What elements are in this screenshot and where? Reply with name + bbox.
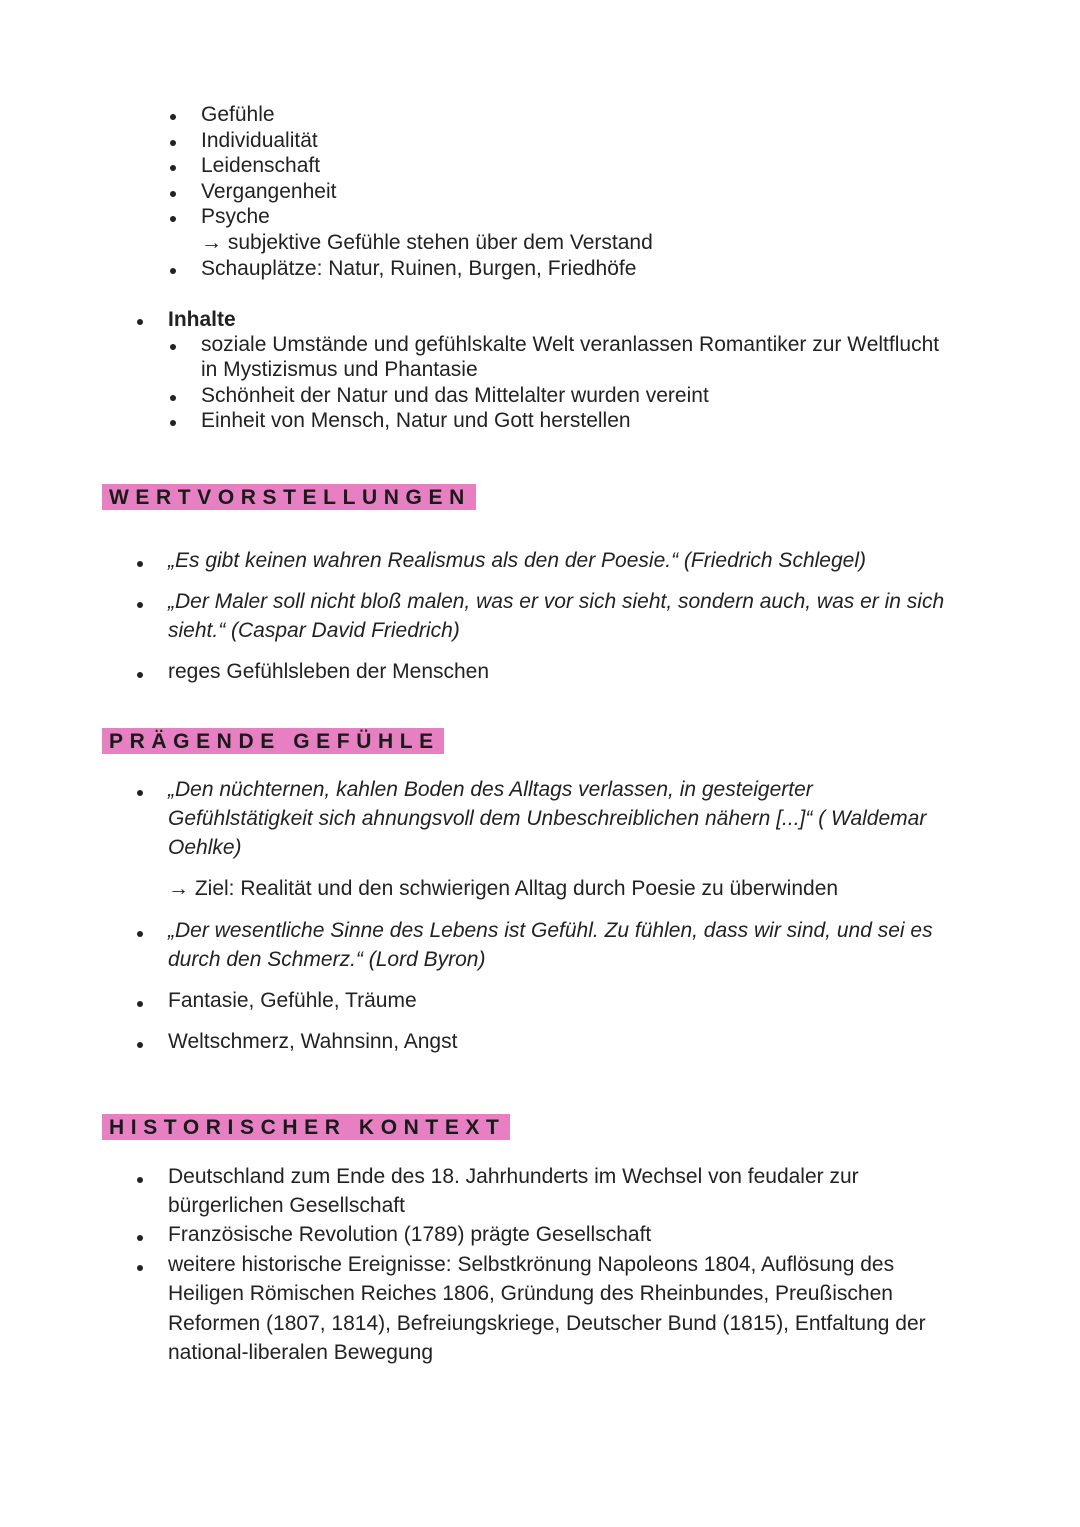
- bullet: [137, 931, 143, 937]
- bullet: [170, 140, 176, 146]
- list-item: Individualität: [201, 129, 318, 152]
- bullet: [170, 216, 176, 222]
- quote-byron: „Der wesentliche Sinne des Lebens ist Gefühl. Zu fühlen, dass wir sind, und sei es: [168, 919, 933, 942]
- section-heading-wertvorstellungen: WERTVORSTELLUNGEN: [102, 484, 476, 510]
- bullet: [137, 1265, 143, 1271]
- quote-schlegel: „Es gibt keinen wahren Realismus als den der Poesie.“ (Friedrich Schlegel): [168, 549, 866, 572]
- list-item: Leidenschaft: [201, 154, 321, 177]
- quote-byron-cont: durch den Schmerz.“ (Lord Byron): [168, 948, 486, 971]
- bullet: [137, 1177, 143, 1183]
- quote-oehlke-cont: Oehlke): [168, 836, 242, 859]
- list-item: Vergangenheit: [201, 180, 337, 203]
- list-item-continuation: bürgerlichen Gesellschaft: [168, 1194, 405, 1217]
- section-heading-praegende-gefuehle: PRÄGENDE GEFÜHLE: [102, 728, 444, 754]
- bullet: [137, 319, 143, 325]
- quote-friedrich-cont: sieht.“ (Caspar David Friedrich): [168, 619, 460, 642]
- bullet: [137, 1235, 143, 1241]
- goal-note: → Ziel: Realität und den schwierigen Alltag durch Poesie zu überwinden: [168, 877, 839, 900]
- list-item: weitere historische Ereignisse: Selbstkrönung Napoleons 1804, Auflösung des: [168, 1253, 895, 1276]
- list-item: Einheit von Mensch, Natur und Gott herstellen: [201, 409, 631, 432]
- list-item-continuation: Heiligen Römischen Reiches 1806, Gründung des Rheinbundes, Preußischen: [168, 1282, 893, 1305]
- bullet: [170, 395, 176, 401]
- list-item: Gefühle: [201, 103, 275, 126]
- list-item: Weltschmerz, Wahnsinn, Angst: [168, 1030, 458, 1053]
- list-item: Deutschland zum Ende des 18. Jahrhunderts im Wechsel von feudaler zur: [168, 1165, 859, 1188]
- list-item-continuation: in Mystizismus und Phantasie: [201, 358, 478, 381]
- list-item-continuation: national-liberalen Bewegung: [168, 1341, 434, 1364]
- quote-friedrich: „Der Maler soll nicht bloß malen, was er vor sich sieht, sondern auch, was er in sich: [168, 590, 945, 613]
- list-item: Schönheit der Natur und das Mittelalter wurden vereint: [201, 384, 709, 407]
- bullet: [137, 1001, 143, 1007]
- bullet: [170, 114, 176, 120]
- inhalte-label: Inhalte: [168, 308, 236, 331]
- list-item: Französische Revolution (1789) prägte Gesellschaft: [168, 1223, 652, 1246]
- bullet: [170, 268, 176, 274]
- list-item: reges Gefühlsleben der Menschen: [168, 660, 490, 683]
- list-item: Psyche: [201, 205, 270, 228]
- arrow-note: → subjektive Gefühle stehen über dem Verstand: [201, 231, 653, 254]
- bullet: [137, 602, 143, 608]
- bullet: [137, 561, 143, 567]
- bullet: [170, 344, 176, 350]
- quote-oehlke: „Den nüchternen, kahlen Boden des Alltags verlassen, in gesteigerter: [168, 778, 813, 801]
- bullet: [170, 191, 176, 197]
- bullet: [137, 1042, 143, 1048]
- bullet: [137, 672, 143, 678]
- list-item-continuation: Reformen (1807, 1814), Befreiungskriege, Deutscher Bund (1815), Entfaltung der: [168, 1312, 926, 1335]
- quote-oehlke-cont: Gefühlstätigkeit sich ahnungsvoll dem Unbeschreiblichen nähern [...]“ ( Waldemar: [168, 807, 927, 830]
- list-item: Fantasie, Gefühle, Träume: [168, 989, 417, 1012]
- section-heading-historischer-kontext: HISTORISCHER KONTEXT: [102, 1114, 510, 1140]
- bullet: [170, 165, 176, 171]
- bullet: [137, 790, 143, 796]
- bullet: [170, 420, 176, 426]
- list-item: soziale Umstände und gefühlskalte Welt veranlassen Romantiker zur Weltflucht: [201, 333, 940, 356]
- list-item: Schauplätze: Natur, Ruinen, Burgen, Friedhöfe: [201, 257, 637, 280]
